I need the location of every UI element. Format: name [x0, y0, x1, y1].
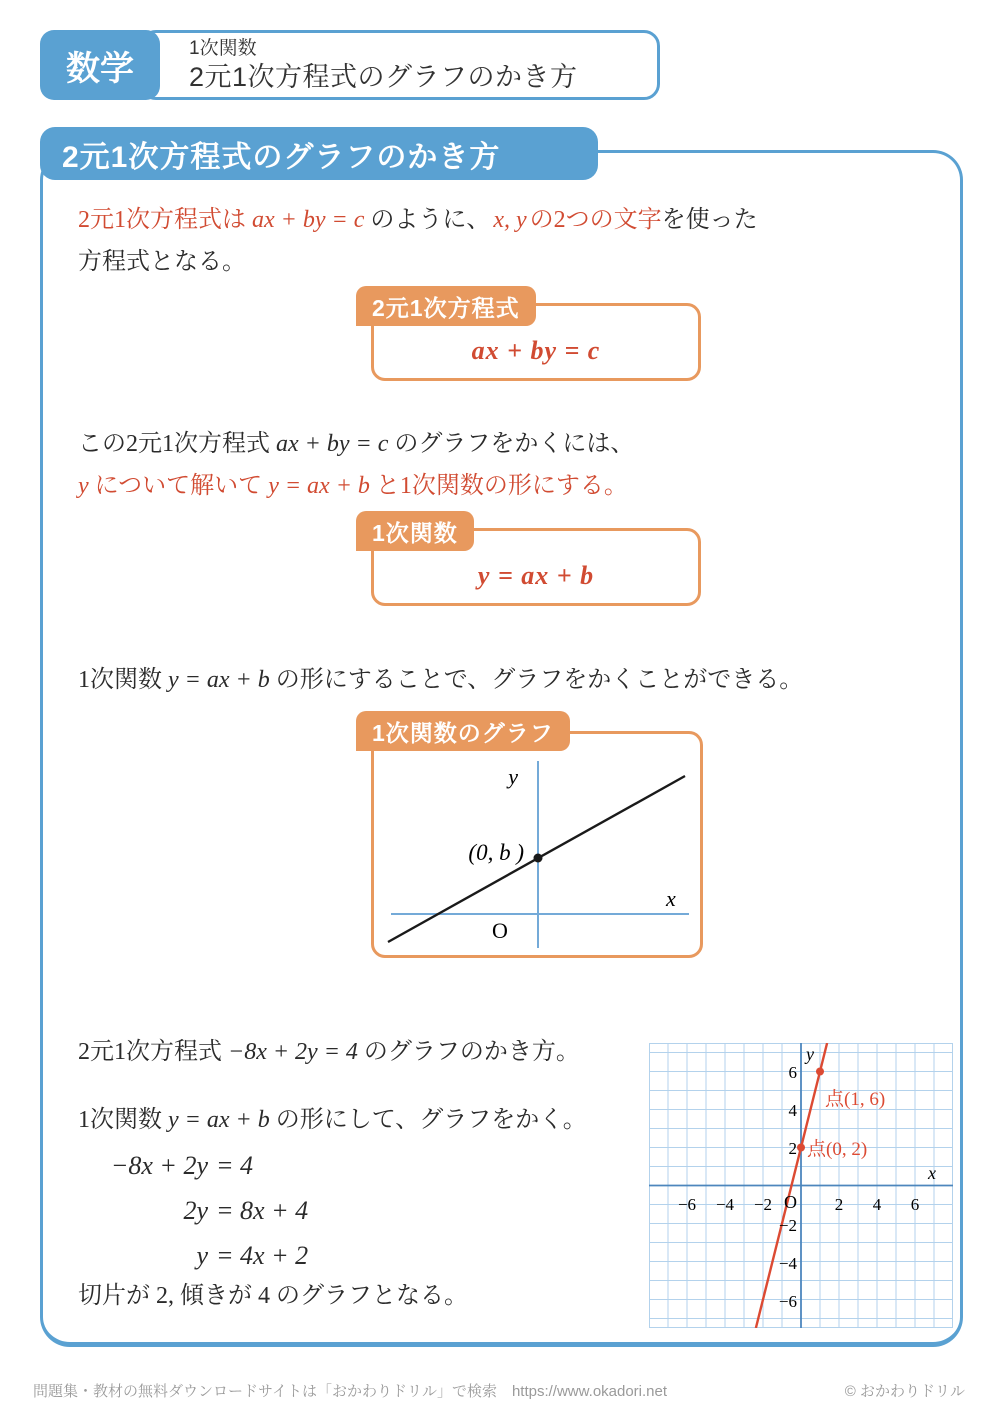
intro-black-2: を使った: [661, 207, 758, 233]
example-step: [78, 1099, 587, 1141]
y-axis-label: y: [806, 1044, 814, 1064]
point-label-0-2: 点(0, 2): [807, 1139, 868, 1160]
x-tick-2: 2: [834, 1195, 844, 1214]
intro-red-2: の2つの文字: [529, 207, 662, 233]
subject-badge-label: 数学: [66, 49, 134, 88]
footer-site-text: 問題集・教材の無料ダウンロードサイトは「おかわりドリル」で検索 https://www.okadori.net: [33, 1383, 668, 1400]
example-conclusion: 切片が 2, 傾きが 4 のグラフとなる。: [78, 1283, 468, 1309]
solve-line-2: [78, 465, 634, 507]
form-paragraph: [78, 659, 803, 701]
y-tick--6: −6: [778, 1292, 797, 1311]
solve-math-y: y: [78, 473, 89, 499]
intro-red-1: 2元1次方程式は: [78, 207, 246, 233]
footer-copyright: © おかわりドリル: [844, 1383, 965, 1400]
section-title-banner: [40, 127, 598, 180]
intro-black-1: のように、: [370, 207, 491, 233]
equation-row-2-lhs: 2y: [183, 1196, 208, 1225]
function-box-tag: [356, 511, 474, 551]
intro-line-2: 方程式となる。: [78, 249, 246, 275]
page-footer: [33, 1380, 965, 1401]
equation-steps: [78, 1143, 308, 1278]
intro-line-1: [78, 199, 758, 241]
point-0-2: [797, 1144, 805, 1152]
solve-line-1: [78, 423, 634, 465]
x-tick-6: 6: [910, 1195, 920, 1214]
point-1-6: [816, 1068, 824, 1076]
solve-red-2: と1次関数の形にする。: [375, 473, 628, 499]
section-title: 2元1次方程式のグラフのかき方: [62, 140, 501, 174]
solve-black-1: この2元1次方程式: [78, 431, 270, 457]
example-title-black-1: 2元1次方程式: [78, 1039, 222, 1065]
subject-badge: [40, 30, 160, 100]
x-tick--6: −6: [677, 1195, 697, 1214]
solve-paragraph: [78, 423, 634, 507]
intro-paragraph: [78, 199, 758, 283]
example-title-black-2: のグラフのかき方。: [363, 1039, 580, 1065]
y-tick--4: −4: [778, 1254, 797, 1273]
intro-math-1: ax + by = c: [252, 207, 365, 233]
function-box-formula: y = ax + b: [477, 561, 595, 590]
solve-math-1: ax + by = c: [276, 431, 389, 457]
equation-row-3-rhs: = 4x + 2: [216, 1241, 309, 1270]
solve-black-2: のグラフをかくには、: [394, 431, 635, 457]
example-title-math: −8x + 2y = 4: [228, 1039, 358, 1065]
origin-label: O: [784, 1192, 797, 1212]
header-unit-label: 1次関数: [189, 38, 257, 59]
x-tick-4: 4: [872, 1195, 882, 1214]
equation-row-1-lhs: −8x + 2y: [110, 1151, 208, 1180]
equation-row-3-lhs: y: [196, 1241, 208, 1270]
graph-box: [371, 731, 703, 958]
solve-red-1: について解いて: [94, 473, 263, 499]
schematic-origin-label: O: [492, 918, 508, 943]
content-frame: [40, 150, 963, 1347]
schematic-y-axis-label: y: [508, 764, 518, 789]
form-black-1: 1次関数: [78, 667, 162, 693]
y-tick-6: 6: [788, 1063, 797, 1082]
header-page-title: 2元1次方程式のグラフのかき方: [189, 62, 578, 92]
example-step-black-2: の形にして、グラフをかく。: [275, 1107, 587, 1133]
schematic-intercept-point: [534, 854, 543, 863]
point-label-1-6: 点(1, 6): [825, 1089, 886, 1110]
equation-row-1-rhs: = 4: [216, 1151, 254, 1180]
equation-box-tag-label: 2元1次方程式: [372, 294, 520, 321]
function-box-tag-label: 1次関数: [372, 519, 458, 546]
example-title: [78, 1031, 580, 1073]
equation-box-formula: ax + by = c: [471, 336, 601, 365]
x-tick--2: −2: [753, 1195, 773, 1214]
plotted-line-graph: [649, 1043, 953, 1328]
solve-math-2: y = ax + b: [268, 473, 370, 499]
y-tick-2: 2: [788, 1139, 797, 1158]
graph-box-tag-label: 1次関数のグラフ: [372, 719, 554, 746]
example-step-black-1: 1次関数: [78, 1107, 162, 1133]
header-title-box: [140, 30, 660, 100]
intro-math-2: x, y: [493, 207, 527, 233]
form-black-2: の形にすることで、グラフをかくことができる。: [275, 667, 804, 693]
y-tick--2: −2: [778, 1216, 797, 1235]
linear-function-schematic-graph: [374, 734, 700, 955]
equation-row-2-rhs: = 8x + 4: [216, 1196, 309, 1225]
x-axis-label: x: [928, 1163, 936, 1183]
schematic-x-axis-label: x: [666, 886, 676, 911]
form-math: y = ax + b: [168, 667, 270, 693]
x-tick--4: −4: [715, 1195, 735, 1214]
y-tick-4: 4: [788, 1101, 797, 1120]
example-step-math: y = ax + b: [168, 1107, 270, 1133]
schematic-point-label: (0, b ): [468, 840, 524, 865]
graph-box-tag: [356, 711, 570, 751]
equation-box-tag: [356, 286, 536, 326]
